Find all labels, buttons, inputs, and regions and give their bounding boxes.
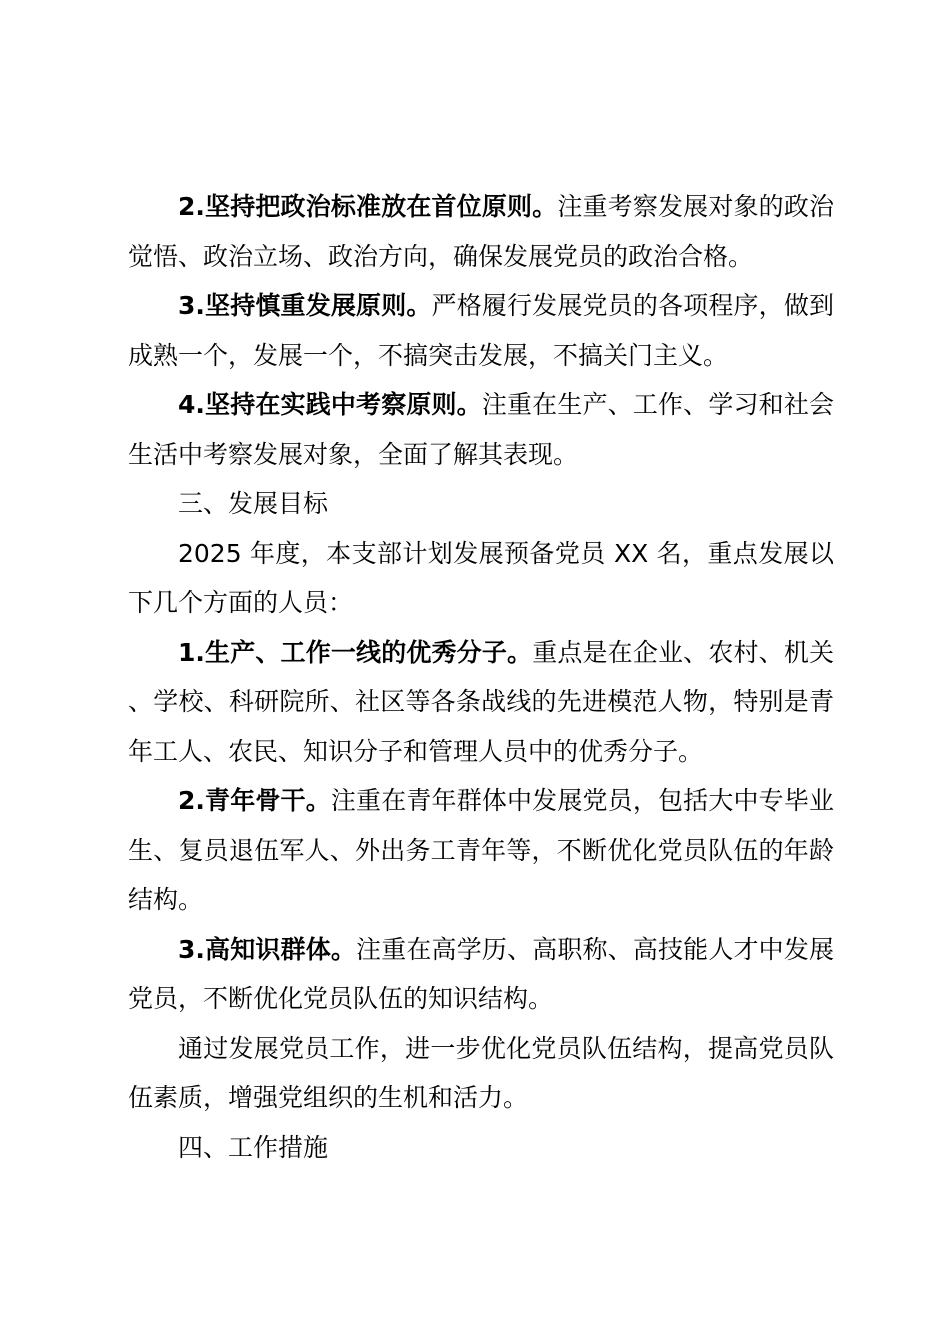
goal-frontline xyxy=(128,628,834,777)
goals-intro-text: 2025 年度，本支部计划发展预备党员 XX 名，重点发展以下几个方面的人员： xyxy=(128,538,834,617)
goal-text: 注重在青年群体中发展党员，包括大中专毕业生、复员退伍军人、外出务工青年等，不断优化党员队伍的年龄结构。 xyxy=(128,786,834,914)
document-body xyxy=(128,182,834,1172)
goals-summary-text: 通过发展党员工作，进一步优化党员队伍结构，提高党员队伍素质，增强党组织的生机和活力。 xyxy=(128,1033,834,1112)
principle-heading: 3.坚持慎重发展原则。 xyxy=(178,291,432,320)
section-heading-goals xyxy=(128,479,834,529)
goal-text: 重点是在企业、农村、机关、学校、科研院所、社区等各条战线的先进模范人物，特别是青年工人、农民、知识分子和管理人员中的优秀分子。 xyxy=(128,637,834,766)
section-heading-text: 三、发展目标 xyxy=(178,489,329,518)
goals-summary xyxy=(128,1024,834,1123)
principle-political-standard xyxy=(128,182,834,281)
principle-text: 注重考察发展对象的政治觉悟、政治立场、政治方向，确保发展党员的政治合格。 xyxy=(128,192,834,271)
principle-practice-inspection xyxy=(128,380,834,479)
goal-heading: 1.生产、工作一线的优秀分子。 xyxy=(178,637,533,667)
goals-intro xyxy=(128,529,834,628)
principle-prudent-development xyxy=(128,281,834,380)
principle-text: 严格履行发展党员的各项程序，做到成熟一个，发展一个，不搞突击发展，不搞关门主义。 xyxy=(128,291,834,370)
principle-text: 注重在生产、工作、学习和社会生活中考察发展对象，全面了解其表现。 xyxy=(128,390,834,469)
goal-knowledge xyxy=(128,925,834,1024)
goal-youth xyxy=(128,776,834,925)
goal-heading: 3.高知识群体。 xyxy=(178,934,357,964)
goal-heading: 2.青年骨干。 xyxy=(178,786,331,815)
principle-heading: 2.坚持把政治标准放在首位原则。 xyxy=(178,192,558,221)
section-heading-text: 四、工作措施 xyxy=(178,1132,329,1162)
goal-text: 注重在高学历、高职称、高技能人才中发展党员，不断优化党员队伍的知识结构。 xyxy=(128,934,834,1013)
section-heading-measures xyxy=(128,1123,834,1173)
principle-heading: 4.坚持在实践中考察原则。 xyxy=(178,390,482,419)
